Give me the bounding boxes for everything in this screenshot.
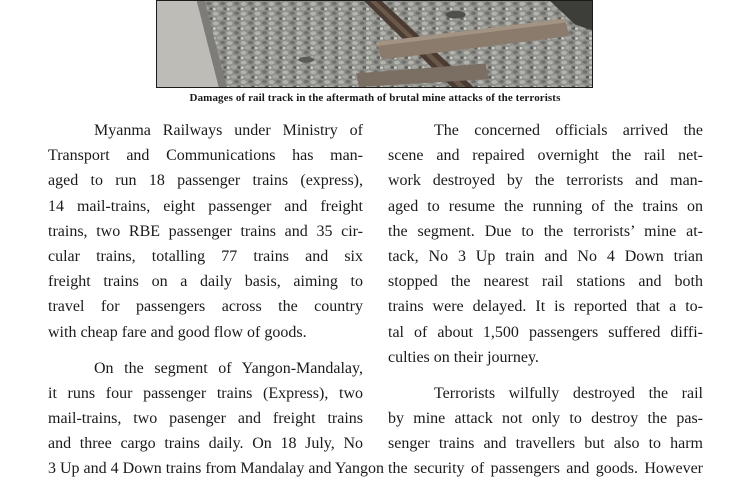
- text-line: and three cargo trains daily. On 18 July, No: [48, 435, 363, 453]
- text-line: The concerned officials arrived the: [434, 122, 703, 139]
- left-text-column: [48, 118, 384, 493]
- text-line: trains were delayed. It is reported that a to-: [388, 298, 703, 316]
- text-line: freight trains on a daily basis, aiming to: [48, 273, 363, 291]
- paragraph: [388, 118, 703, 370]
- text-line: Transport and Communications has man-: [48, 147, 363, 165]
- text-line: the segment. Due to the terrorists’ mine at-: [388, 222, 703, 240]
- text-line: with cheap fare and good flow of goods.: [48, 323, 307, 341]
- text-line: culties on their journey.: [388, 348, 539, 366]
- figure-caption: Damages of rail track in the aftermath of brutal mine attacks of the terrorists: [189, 92, 561, 104]
- rail-track-image: [157, 1, 592, 87]
- text-line: work destroyed by the terrorists and man-: [388, 172, 703, 190]
- paragraph: [48, 356, 384, 482]
- text-line: Myanma Railways under Ministry of: [94, 122, 363, 139]
- text-line: mail-trains, two pasenger and freight trains: [48, 410, 363, 428]
- paragraph: [388, 381, 703, 482]
- rail-damage-photo: [156, 0, 593, 88]
- text-line: Terrorists wilfully destroyed the rail: [434, 384, 703, 402]
- text-line: it runs four passenger trains (Express), two: [48, 384, 363, 402]
- text-line: senger trains and travellers but also to harm: [388, 435, 703, 453]
- text-line: tal of about 1,500 passengers suffered diffi-: [388, 323, 703, 341]
- text-line: On the segment of Yangon-Mandalay,: [94, 359, 363, 377]
- paragraph: [48, 118, 363, 345]
- right-text-column: [388, 118, 703, 493]
- text-line: the security of passengers and goods. However: [388, 460, 703, 478]
- text-line: tack, No 3 Up train and No 4 Down trian: [388, 247, 703, 265]
- text-line: travel for passengers across the country: [48, 298, 363, 316]
- text-line: stopped the nearest rail stations and both: [388, 273, 703, 291]
- text-line: aged to run 18 passenger trains (express),: [48, 172, 363, 190]
- text-line: scene and repaired overnight the rail net-: [388, 147, 703, 165]
- text-line: trains, two RBE passenger trains and 35 cir-: [48, 222, 363, 240]
- text-line: cular trains, totalling 77 trains and six: [48, 247, 363, 265]
- text-line: aged to resume the running of the trains on: [388, 197, 703, 215]
- text-line: 14 mail-trains, eight passenger and freight: [48, 197, 363, 215]
- text-line: 3 Up and 4 Down trains from Mandalay and Yangon: [48, 460, 384, 478]
- text-line: by mine attack not only to destroy the pas-: [388, 410, 703, 428]
